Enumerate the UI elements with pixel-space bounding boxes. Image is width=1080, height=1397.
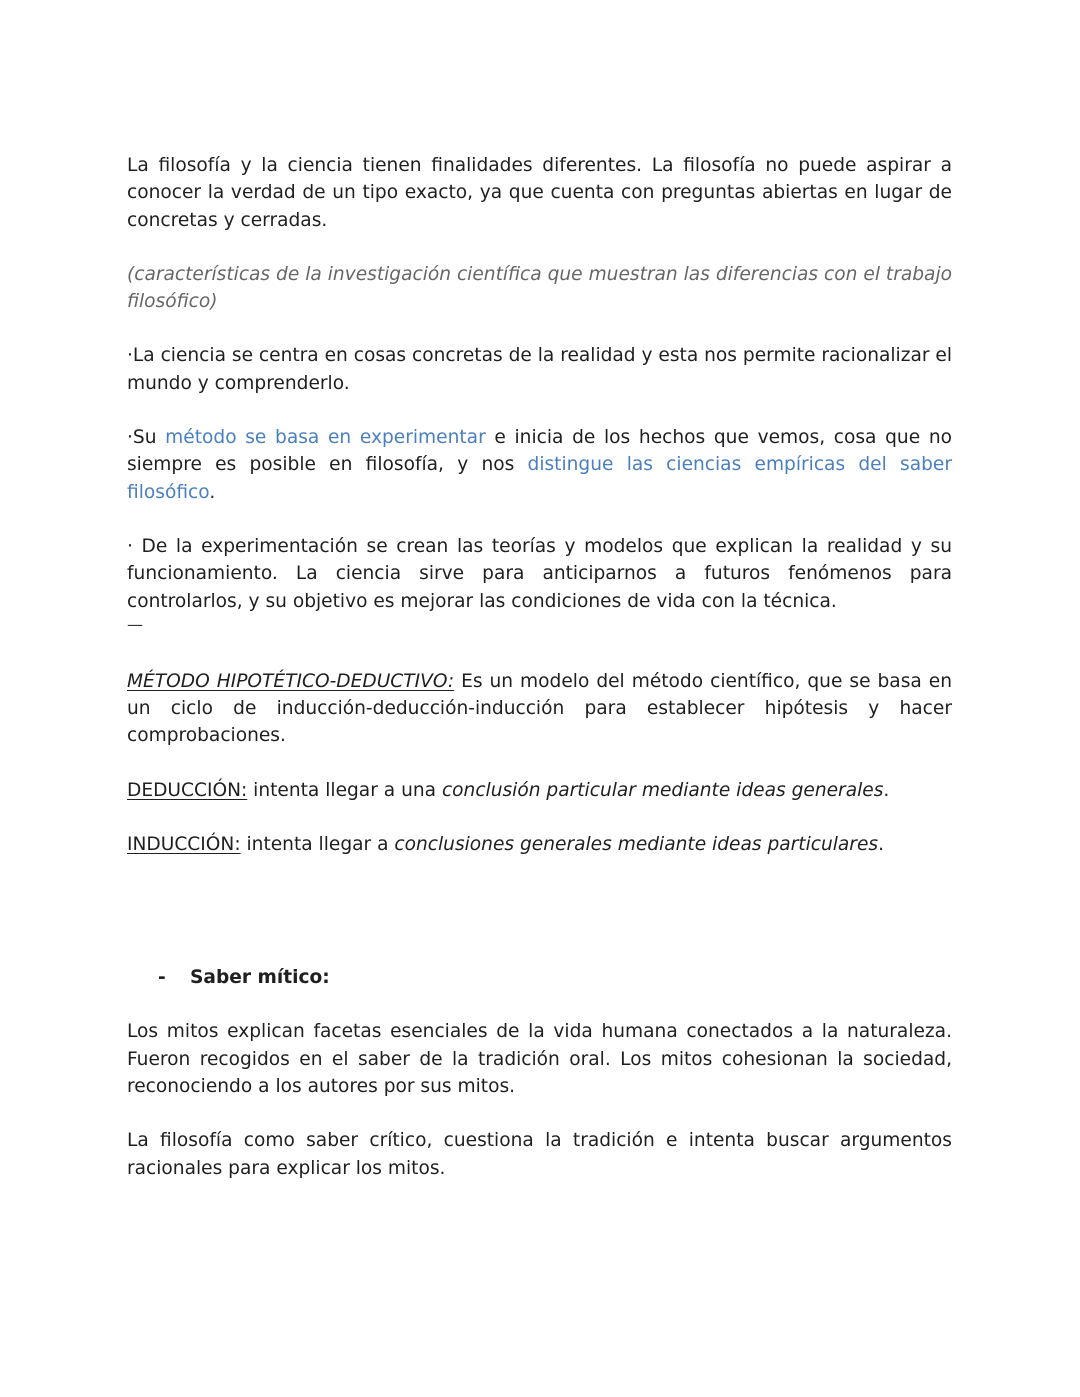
paragraph-deduccion	[127, 777, 952, 804]
definition-text: intenta llegar a una	[247, 779, 442, 801]
paragraph-experimentacion: · De la experimentación se crean las teorías y modelos que explican la realidad y su funcionamiento. La ciencia sirve para anticiparnos a futuros fenómenos para controlarlos, y su objetivo es mejorar las condiciones de vida con la técnica.	[127, 535, 952, 612]
highlight-distingue: distingue las ciencias empíricas del saber filosófico	[127, 454, 952, 503]
definition-text: Es un modelo del método científico, que se basa en un ciclo de inducción-deducción-inducción para establecer hipótesis y hacer comprobaciones.	[127, 670, 952, 747]
text-segment: .	[883, 779, 890, 801]
paragraph-mitos: Los mitos explican facetas esenciales de la vida humana conectados a la naturaleza. Fueron recogidos en el saber de la tradición oral. Los mitos cohesionan la sociedad, reconociendo a los autores por sus mitos.	[127, 1021, 952, 1097]
paragraph-ciencia-concretas: ·La ciencia se centra en cosas concretas de la realidad y esta nos permite racionalizar el mundo y comprenderlo.	[127, 345, 953, 394]
section-heading-saber-mitico	[127, 964, 952, 991]
heading-label: Saber mítico:	[190, 967, 330, 989]
bullet-dash: -	[158, 967, 166, 989]
document-page	[127, 152, 952, 1182]
paragraph-induccion	[127, 831, 952, 858]
paragraph-filosofia-critica: La filosofía como saber crítico, cuestiona la tradición e intenta buscar argumentos racionales para explicar los mitos.	[127, 1130, 952, 1179]
term-induccion: INDUCCIÓN:	[127, 834, 241, 856]
term-metodo-hipotetico: MÉTODO HIPOTÉTICO-DEDUCTIVO:	[127, 670, 455, 692]
text-segment: .	[209, 481, 216, 503]
term-deduccion: DEDUCCIÓN:	[127, 779, 248, 801]
paragraph-intro: La filosofía y la ciencia tienen finalidades diferentes. La filosofía no puede aspirar a conocer la verdad de un tipo exacto, ya que cuenta con preguntas abiertas en lugar de concretas y cerradas.	[127, 155, 952, 231]
paragraph-metodo-hipotetico	[127, 668, 952, 750]
highlight-metodo: método se basa en experimentar	[165, 427, 486, 449]
text-segment: .	[878, 834, 885, 856]
text-segment: e inicia de los hechos que vemos, cosa que no siempre es posible en filosofía, y nos	[127, 427, 952, 476]
paragraph-metodo	[127, 424, 952, 506]
definition-emphasis: conclusión particular mediante ideas generales	[441, 779, 884, 801]
paragraph-note: (características de la investigación científica que muestran las diferencias con el trabajo filosófico)	[127, 263, 952, 313]
definition-emphasis: conclusiones generales mediante ideas particulares	[394, 834, 879, 856]
text-segment: ·Su	[127, 427, 166, 449]
separator-dash: —	[127, 614, 143, 634]
definition-text: intenta llegar a	[240, 834, 395, 856]
